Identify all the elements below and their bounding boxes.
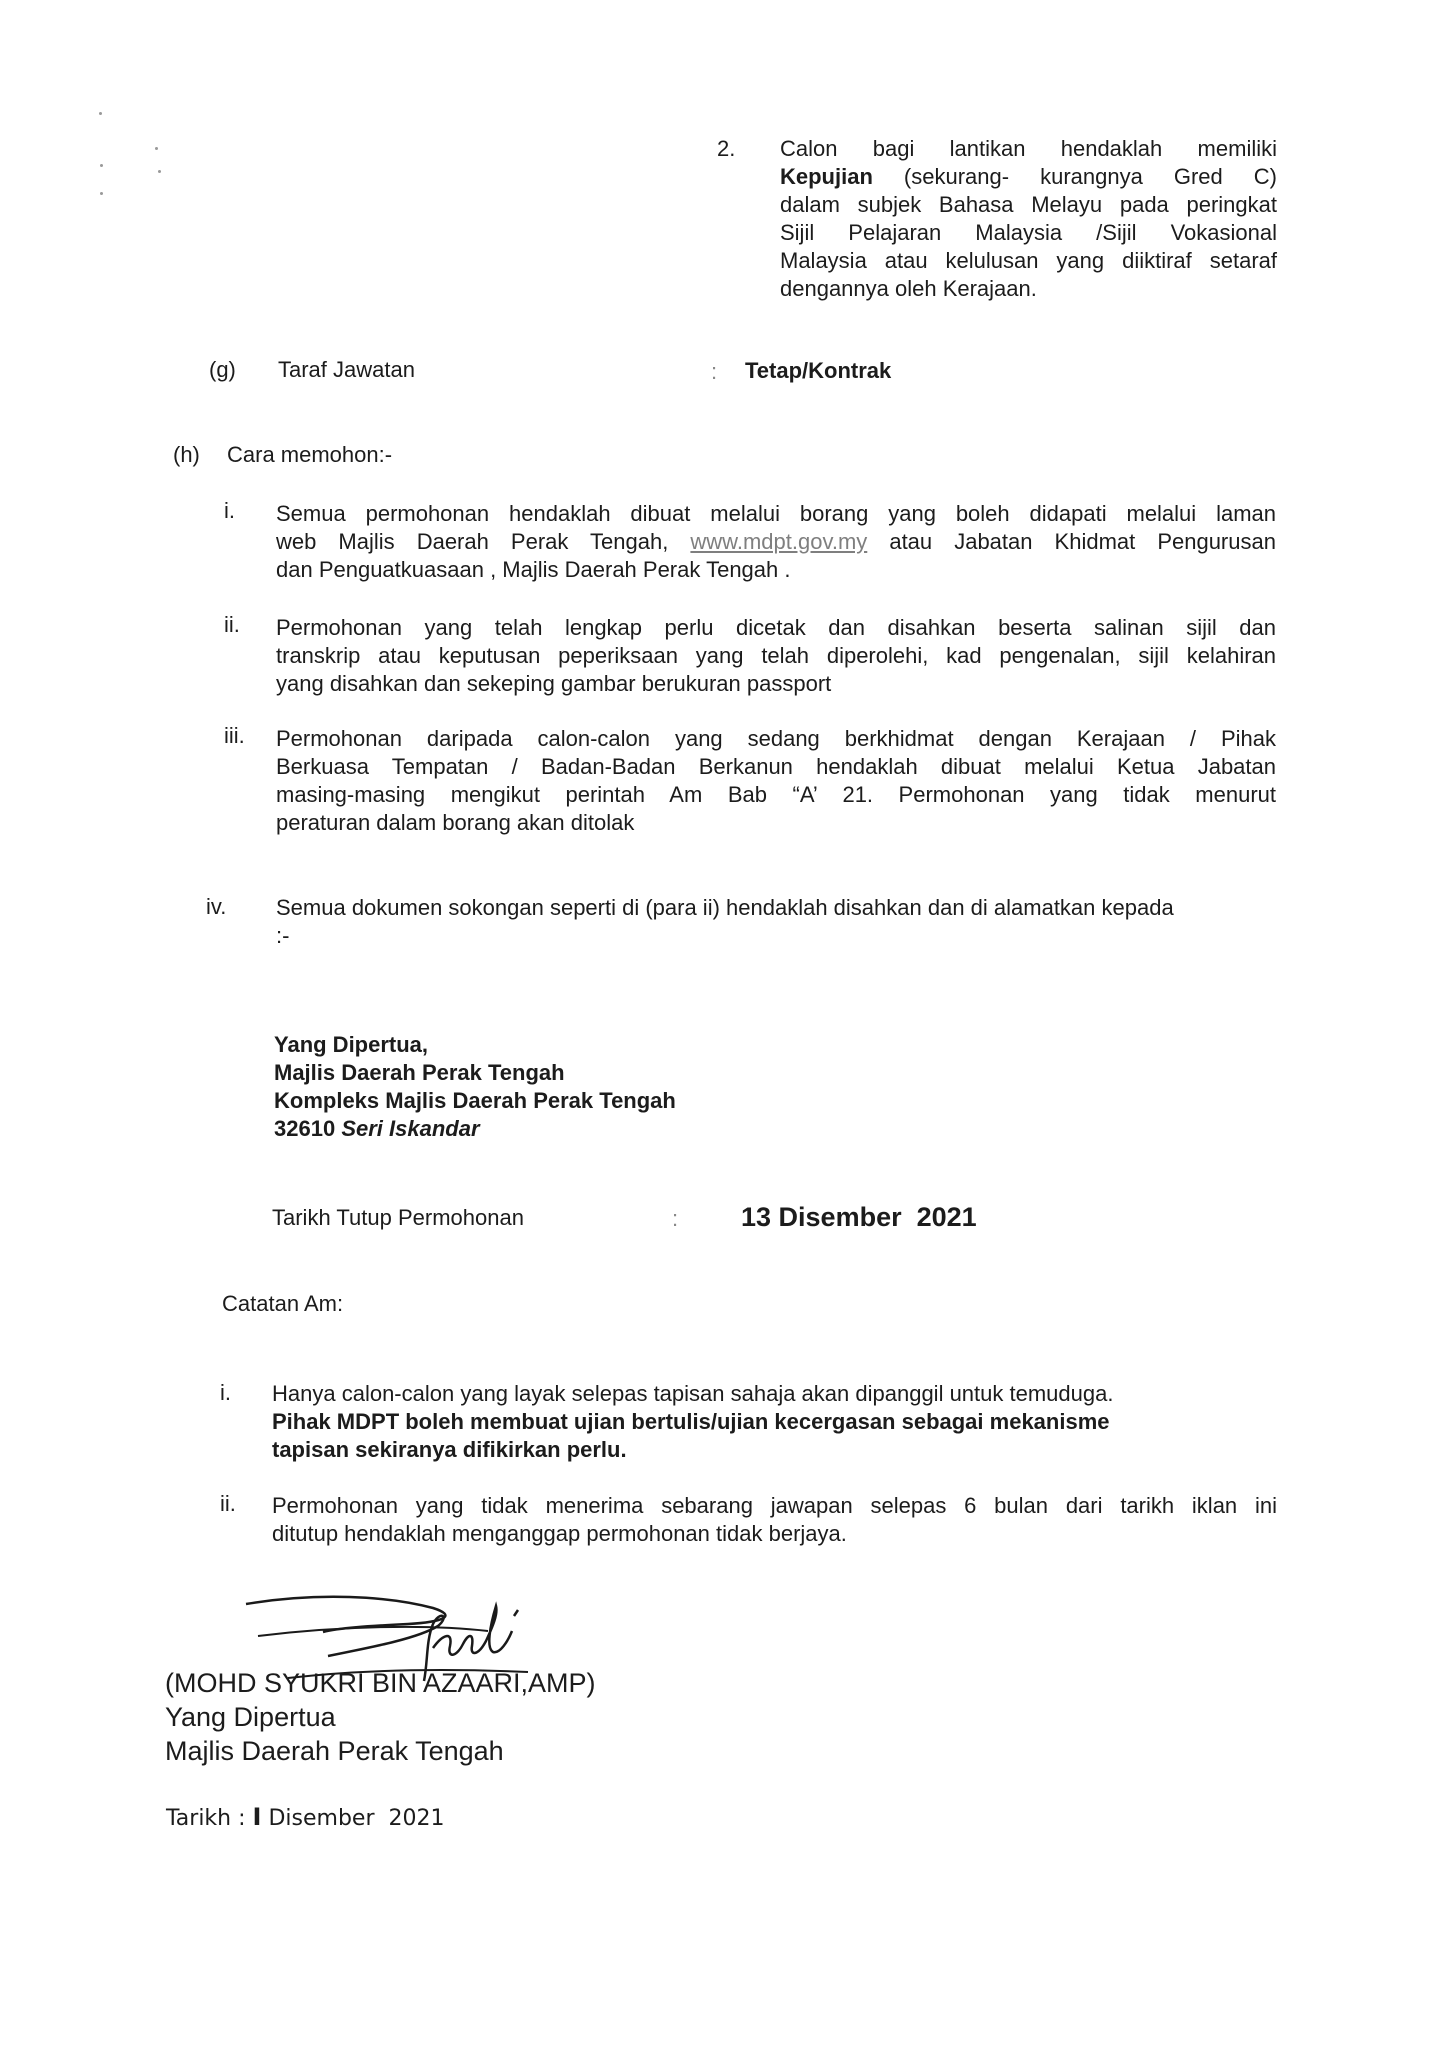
address-line: Kompleks Majlis Daerah Perak Tengah (274, 1088, 676, 1113)
item2-line2-text: (sekurang- kurangnya Gred C) (903, 164, 1277, 189)
scan-speck (158, 170, 161, 173)
catatan-item-ii (272, 1492, 1277, 1548)
cara-item-iii-line: masing-masing mengikut perintah Am Bab “A’ 21. Permohonan yang tidak menurut (276, 782, 1276, 807)
cara-item-iv-line: Semua dokumen sokongan seperti di (para ii) hendaklah disahkan dan di alamatkan kepada (276, 895, 1174, 920)
cara-item-number: i. (224, 498, 235, 523)
item2-line: Sijil Pelajaran Malaysia /Sijil Vokasional (780, 220, 1277, 245)
taraf-value: Tetap/Kontrak (745, 358, 892, 383)
cara-item-i-line: Semua permohonan hendaklah dibuat melalui borang yang boleh didapati melalui laman (276, 501, 1276, 526)
scan-speck (100, 164, 103, 167)
cara-item-ii-line: Permohonan yang telah lengkap perlu dicetak dan disahkan beserta salinan sijil dan (276, 615, 1276, 640)
item2-line: Calon bagi lantikan hendaklah memiliki (780, 136, 1277, 161)
date-label: Tarikh : (166, 1806, 246, 1831)
scan-speck (100, 192, 103, 195)
address-postcode: 32610 (274, 1116, 336, 1141)
scan-speck (155, 147, 158, 150)
cara-item-number: iv. (206, 894, 227, 919)
cara-item-number: iii. (224, 723, 245, 748)
cara-item-ii-line: transkrip atau keputusan peperiksaan yang telah diperolehi, kad pengenalan, sijil kelahiran (276, 643, 1276, 668)
item2-line: Malaysia atau kelulusan yang diiktiraf setaraf (780, 248, 1277, 273)
cara-item-i-line: dan Penguatkuasaan , Majlis Daerah Perak Tengah . (276, 557, 791, 582)
cara-label: Cara memohon:- (227, 442, 393, 467)
item2-paragraph (780, 135, 1277, 303)
taraf-colon: : (711, 359, 718, 384)
cara-item-number: ii. (224, 612, 240, 637)
taraf-number: (g) (209, 357, 236, 382)
cara-item-i-line (276, 528, 1276, 556)
signatory-block (165, 1666, 596, 1768)
catatan-item-i-line: Hanya calon-calon yang layak selepas tapisan sahaja akan dipanggil untuk temuduga. (272, 1381, 1114, 1406)
cara-item-i-text: web Majlis Daerah Perak Tengah, (276, 529, 669, 554)
cara-item-i-text: atau Jabatan Khidmat Pengurusan (889, 529, 1276, 554)
address-line (274, 1115, 676, 1143)
cara-item-ii (276, 614, 1276, 698)
signatory-title: Yang Dipertua (165, 1702, 336, 1732)
item2-bold-word: Kepujian (780, 164, 873, 189)
cara-number: (h) (173, 442, 200, 467)
address-town: Seri Iskandar (341, 1116, 480, 1141)
cara-item-ii-line: yang disahkan dan sekeping gambar berukuran passport (276, 671, 832, 696)
item2-line (780, 163, 1277, 191)
item2-number: 2. (717, 136, 736, 161)
cara-item-iii-line: Permohonan daripada calon-calon yang sedang berkhidmat dengan Kerajaan / Pihak (276, 726, 1276, 751)
catatan-item-number: i. (220, 1380, 231, 1405)
address-line: Yang Dipertua, (274, 1032, 429, 1057)
catatan-item-i-bold: tapisan sekiranya difikirkan perlu. (272, 1437, 627, 1462)
cara-item-iii-line: peraturan dalam borang akan ditolak (276, 810, 635, 835)
catatan-item-ii-line: Permohonan yang tidak menerima sebarang jawapan selepas 6 bulan dari tarikh iklan ini (272, 1493, 1277, 1518)
signatory-name: (MOHD SYUKRI BIN AZAARI,AMP) (165, 1668, 596, 1698)
cara-item-iv-line: :- (276, 923, 290, 948)
cara-item-iii (276, 725, 1276, 837)
date-handwritten-day: I (252, 1803, 262, 1831)
closing-date: 13 Disember 2021 (741, 1202, 977, 1232)
item2-line: dengannya oleh Kerajaan. (780, 276, 1037, 301)
catatan-item-i-bold: Pihak MDPT boleh membuat ujian bertulis/ujian kecergasan sebagai mekanisme (272, 1409, 1110, 1434)
catatan-heading: Catatan Am: (222, 1291, 344, 1316)
taraf-label: Taraf Jawatan (278, 357, 415, 382)
scan-speck (99, 112, 102, 115)
address-block (274, 1031, 676, 1143)
item2-line: dalam subjek Bahasa Melayu pada peringkat (780, 192, 1277, 217)
catatan-item-number: ii. (220, 1491, 236, 1516)
signatory-org: Majlis Daerah Perak Tengah (165, 1736, 504, 1766)
cara-item-iv (276, 894, 1276, 950)
mdpt-website-link[interactable]: www.mdpt.gov.my (690, 529, 868, 554)
signature-date (166, 1803, 444, 1833)
catatan-item-i (272, 1380, 1277, 1464)
cara-item-iii-line: Berkuasa Tempatan / Badan-Badan Berkanun hendaklah dibuat melalui Ketua Jabatan (276, 754, 1276, 779)
date-value: Disember 2021 (268, 1806, 445, 1831)
closing-label: Tarikh Tutup Permohonan (272, 1205, 524, 1230)
address-line: Majlis Daerah Perak Tengah (274, 1060, 565, 1085)
cara-item-i (276, 500, 1276, 584)
closing-colon: : (672, 1206, 679, 1231)
catatan-item-ii-line: ditutup hendaklah menganggap permohonan tidak berjaya. (272, 1521, 847, 1546)
